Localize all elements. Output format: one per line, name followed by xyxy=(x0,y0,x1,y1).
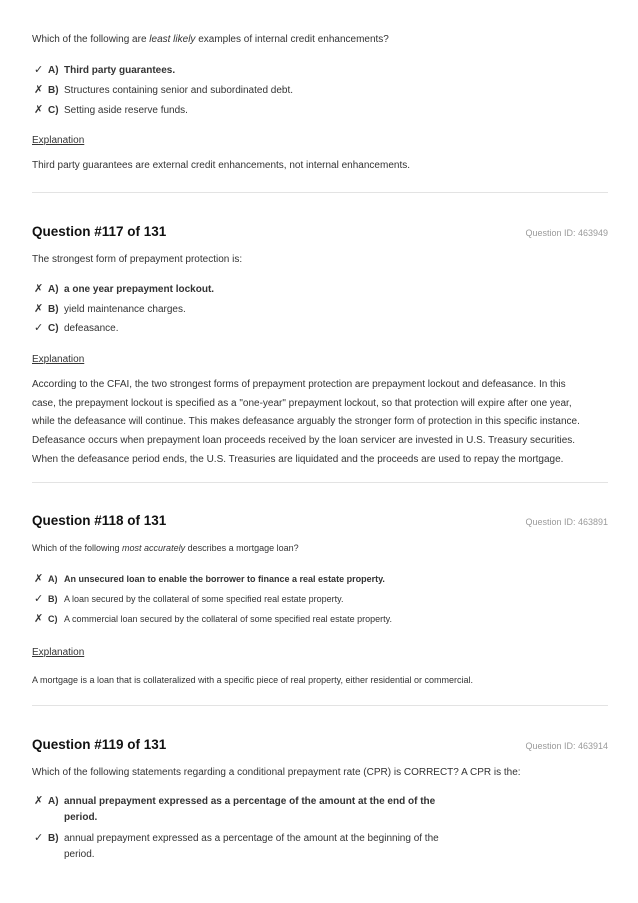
answer-text-continued: period. xyxy=(64,812,98,823)
stem-text: Which of the following are xyxy=(32,34,150,45)
answer-text: a one year prepayment lockout. xyxy=(64,284,215,295)
answer-text: annual prepayment expressed as a percentage of the amount at the beginning of the xyxy=(64,833,439,844)
answer-option-c xyxy=(34,103,188,116)
answer-text: annual prepayment expressed as a percentage of the amount at the end of the xyxy=(64,796,436,807)
stem-text: examples of internal credit enhancements? xyxy=(195,34,389,45)
divider xyxy=(32,192,608,193)
answer-option-a xyxy=(34,63,175,76)
explanation-line: while the defeasance will continue. This makes defeasance arguably the stronger form of protection in this specific instance. xyxy=(32,416,580,428)
cross-icon: ✗ xyxy=(34,104,44,116)
answer-letter: A) xyxy=(48,574,58,584)
divider xyxy=(32,482,608,483)
check-icon: ✓ xyxy=(34,832,44,844)
question-title: Question #117 of 131 xyxy=(32,224,167,239)
answer-option-c xyxy=(34,321,119,334)
answer-letter: B) xyxy=(48,594,58,604)
answer-option-b xyxy=(34,831,439,844)
answer-option-c xyxy=(34,612,392,625)
answer-text: A commercial loan secured by the collateral of some specified real estate property. xyxy=(64,614,392,624)
cross-icon: ✗ xyxy=(34,84,44,96)
answer-letter: A) xyxy=(48,65,59,76)
answer-option-a xyxy=(34,572,385,585)
question-stem xyxy=(32,34,389,45)
answer-letter: C) xyxy=(48,323,59,334)
question-id: Question ID: 463949 xyxy=(525,228,608,238)
question-id: Question ID: 463891 xyxy=(525,517,608,527)
explanation-heading: Explanation xyxy=(32,647,85,658)
stem-emphasis: most accurately xyxy=(122,543,186,553)
answer-option-b xyxy=(34,592,344,605)
cross-icon: ✗ xyxy=(34,573,44,585)
answer-text: An unsecured loan to enable the borrower to finance a real estate property. xyxy=(64,574,385,584)
answer-letter: B) xyxy=(48,85,59,96)
explanation-heading: Explanation xyxy=(32,135,85,146)
check-icon: ✓ xyxy=(34,64,44,76)
explanation-text xyxy=(32,376,608,470)
explanation-line: When the defeasance period ends, the U.S. Treasuries are liquidated and the proceeds are used to repay the mortgage. xyxy=(32,453,564,465)
question-id: Question ID: 463914 xyxy=(525,741,608,751)
check-icon: ✓ xyxy=(34,322,44,334)
stem-emphasis: least likely xyxy=(149,34,196,45)
divider xyxy=(32,705,608,706)
explanation-line: According to the CFAI, the two strongest forms of prepayment protection are prepayment lockout and defeasance. In this xyxy=(32,379,566,390)
answer-text-continued: period. xyxy=(64,849,95,860)
cross-icon: ✗ xyxy=(34,283,44,295)
answer-text: Third party guarantees. xyxy=(64,65,176,76)
cross-icon: ✗ xyxy=(34,795,44,807)
question-stem: Which of the following statements regarding a conditional prepayment rate (CPR) is CORRECT? A CPR is the: xyxy=(32,767,521,778)
explanation-line: Defeasance occurs when prepayment loan proceeds received by the loan servicer are invested in U.S. Treasury securities. xyxy=(32,435,576,447)
explanation-heading: Explanation xyxy=(32,354,85,365)
answer-text: yield maintenance charges. xyxy=(64,304,186,315)
answer-letter: A) xyxy=(48,796,59,807)
answer-letter: B) xyxy=(48,304,59,315)
explanation-text: Third party guarantees are external credit enhancements, not internal enhancements. xyxy=(32,160,410,171)
cross-icon: ✗ xyxy=(34,613,44,625)
question-title: Question #119 of 131 xyxy=(32,737,167,752)
stem-text: Which of the following xyxy=(32,543,123,553)
cross-icon: ✗ xyxy=(34,303,44,315)
answer-letter: C) xyxy=(48,614,58,624)
answer-text: Setting aside reserve funds. xyxy=(64,105,188,116)
answer-text: defeasance. xyxy=(64,323,119,334)
question-stem xyxy=(32,543,299,553)
answer-option-b xyxy=(34,302,186,315)
check-icon: ✓ xyxy=(34,593,44,605)
question-title: Question #118 of 131 xyxy=(32,513,167,528)
stem-text: describes a mortgage loan? xyxy=(185,543,299,553)
answer-letter: A) xyxy=(48,284,59,295)
question-stem: The strongest form of prepayment protection is: xyxy=(32,254,243,265)
answer-text: Structures containing senior and subordinated debt. xyxy=(64,85,294,96)
answer-option-b xyxy=(34,83,293,96)
answer-text: A loan secured by the collateral of some specified real estate property. xyxy=(64,594,344,604)
answer-option-a xyxy=(34,282,214,295)
explanation-line: case, the prepayment lockout is specified as a "one-year" prepayment lockout, so that protection will expire after one year, xyxy=(32,397,572,409)
explanation-text: A mortgage is a loan that is collateralized with a specific piece of real property, either residential or commercial. xyxy=(32,675,474,685)
answer-option-a xyxy=(34,794,435,807)
answer-letter: B) xyxy=(48,833,59,844)
answer-letter: C) xyxy=(48,105,59,116)
